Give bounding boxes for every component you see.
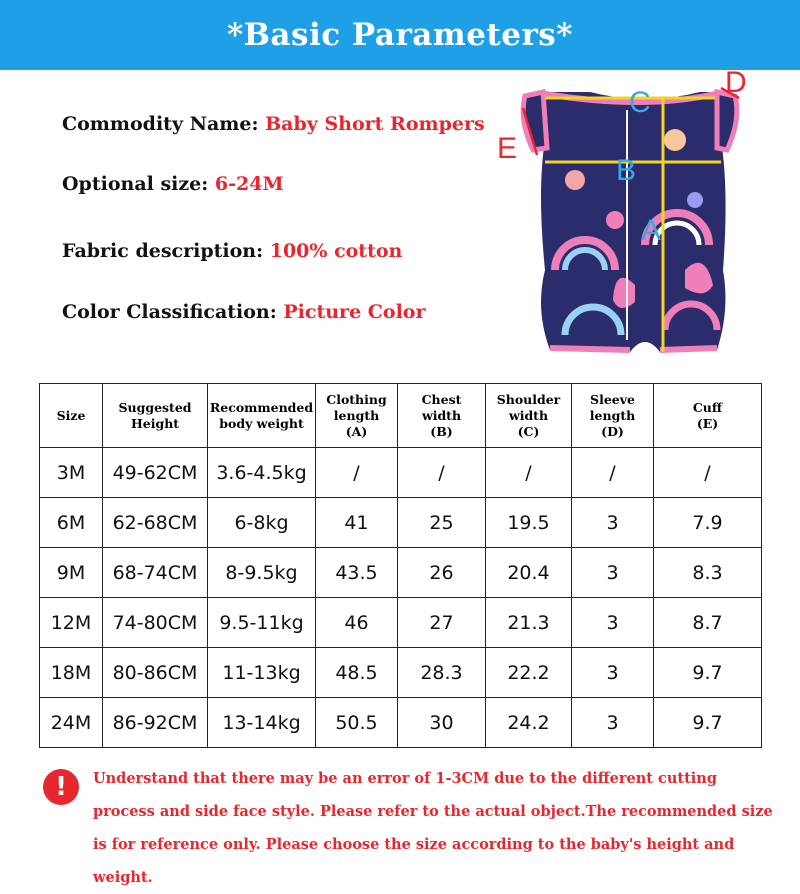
table-cell: 25 bbox=[398, 498, 486, 548]
table-cell: 80-86CM bbox=[103, 648, 208, 698]
table-cell: 8.7 bbox=[654, 598, 762, 648]
table-cell: 28.3 bbox=[398, 648, 486, 698]
label-a: A bbox=[641, 214, 662, 247]
table-cell: 9.5-11kg bbox=[208, 598, 316, 648]
table-cell: 21.3 bbox=[486, 598, 572, 648]
table-cell: / bbox=[572, 448, 654, 498]
table-cell: 3M bbox=[40, 448, 103, 498]
table-cell: 9.7 bbox=[654, 648, 762, 698]
page-title: *Basic Parameters* bbox=[227, 17, 573, 53]
column-header-line: length bbox=[589, 407, 636, 423]
table-cell: 26 bbox=[398, 548, 486, 598]
table-row bbox=[40, 698, 762, 748]
table-header-row bbox=[40, 384, 762, 448]
param-commodity-name bbox=[62, 113, 485, 135]
table-cell: 7.9 bbox=[654, 498, 762, 548]
column-header bbox=[40, 384, 103, 448]
param-label: Color Classification: bbox=[62, 301, 277, 323]
param-optional-size bbox=[62, 173, 283, 195]
table-cell: 13-14kg bbox=[208, 698, 316, 748]
column-header bbox=[654, 384, 762, 448]
table-cell: 3 bbox=[572, 598, 654, 648]
param-color bbox=[62, 301, 425, 323]
table-cell: 9.7 bbox=[654, 698, 762, 748]
column-header-line: length bbox=[333, 407, 380, 423]
table-cell: / bbox=[398, 448, 486, 498]
table-cell: 62-68CM bbox=[103, 498, 208, 548]
column-header bbox=[572, 384, 654, 448]
table-cell: 18M bbox=[40, 648, 103, 698]
title-banner bbox=[0, 0, 800, 70]
right-sleeve bbox=[717, 92, 737, 150]
print-dot bbox=[565, 170, 585, 190]
column-header-line: Sleeve bbox=[590, 391, 635, 407]
table-row bbox=[40, 498, 762, 548]
column-header bbox=[208, 384, 316, 448]
column-header-line: Shoulder bbox=[496, 391, 561, 407]
param-value: 6-24M bbox=[214, 173, 284, 195]
column-header-line: width bbox=[508, 407, 549, 423]
table-cell: 46 bbox=[316, 598, 398, 648]
table-cell: 12M bbox=[40, 598, 103, 648]
table-cell: 6-8kg bbox=[208, 498, 316, 548]
table-cell: 3 bbox=[572, 498, 654, 548]
table-cell: 3 bbox=[572, 698, 654, 748]
label-c: C bbox=[629, 86, 651, 119]
table-cell: / bbox=[486, 448, 572, 498]
table-cell: 86-92CM bbox=[103, 698, 208, 748]
column-header-line: body weight bbox=[219, 415, 304, 431]
table-cell: 9M bbox=[40, 548, 103, 598]
param-value: Picture Color bbox=[283, 301, 426, 323]
table-cell: 68-74CM bbox=[103, 548, 208, 598]
table-cell: 30 bbox=[398, 698, 486, 748]
table-cell: 20.4 bbox=[486, 548, 572, 598]
table-cell: 74-80CM bbox=[103, 598, 208, 648]
column-header-line: Suggested bbox=[118, 399, 192, 415]
table-cell: 8-9.5kg bbox=[208, 548, 316, 598]
table-cell: 6M bbox=[40, 498, 103, 548]
column-header-line: Cuff bbox=[692, 399, 723, 415]
table-row bbox=[40, 548, 762, 598]
table-cell: 11-13kg bbox=[208, 648, 316, 698]
column-header-line: (B) bbox=[430, 423, 453, 439]
table-cell: 24.2 bbox=[486, 698, 572, 748]
table-cell: 49-62CM bbox=[103, 448, 208, 498]
size-notice: Understand that there may be an error of 1-3CM due to the different cutting process and side face style. Please refer to the actual object.The recommended size is for reference only. Please choose the size according to the baby's height and weight. bbox=[93, 770, 773, 886]
column-header-line: width bbox=[421, 407, 462, 423]
exclamation-icon: ! bbox=[43, 769, 79, 805]
column-header-line: Height bbox=[130, 415, 180, 431]
table-cell: 48.5 bbox=[316, 648, 398, 698]
param-value: Baby Short Rompers bbox=[265, 113, 485, 135]
table-cell: 27 bbox=[398, 598, 486, 648]
romper-measurement-diagram bbox=[495, 66, 785, 370]
table-cell: 8.3 bbox=[654, 548, 762, 598]
print-dot bbox=[606, 211, 624, 229]
column-header-line: (C) bbox=[517, 423, 540, 439]
table-cell: 19.5 bbox=[486, 498, 572, 548]
table-cell: / bbox=[316, 448, 398, 498]
column-header-line: Size bbox=[56, 407, 86, 423]
column-header-line: (D) bbox=[601, 423, 624, 439]
column-header-line: Clothing bbox=[326, 391, 387, 407]
table-cell: 3 bbox=[572, 548, 654, 598]
size-table bbox=[39, 383, 762, 748]
table-cell: 41 bbox=[316, 498, 398, 548]
label-d: D bbox=[725, 66, 747, 99]
table-cell: 3.6-4.5kg bbox=[208, 448, 316, 498]
table-row bbox=[40, 648, 762, 698]
column-header bbox=[398, 384, 486, 448]
leg-trim bbox=[550, 348, 717, 350]
param-label: Commodity Name: bbox=[62, 113, 259, 135]
param-fabric bbox=[62, 240, 402, 262]
print-dot bbox=[664, 129, 686, 151]
column-header-line: Chest bbox=[421, 391, 462, 407]
label-b: B bbox=[616, 154, 637, 187]
print-dot bbox=[687, 192, 703, 208]
column-header-line: Recommended bbox=[209, 399, 314, 415]
param-label: Optional size: bbox=[62, 173, 209, 195]
table-cell: 3 bbox=[572, 648, 654, 698]
column-header bbox=[316, 384, 398, 448]
column-header bbox=[103, 384, 208, 448]
table-row bbox=[40, 598, 762, 648]
table-cell: 22.2 bbox=[486, 648, 572, 698]
table-row bbox=[40, 448, 762, 498]
column-header-line: (E) bbox=[696, 415, 719, 431]
table-cell: 43.5 bbox=[316, 548, 398, 598]
table-cell: 50.5 bbox=[316, 698, 398, 748]
table-cell: / bbox=[654, 448, 762, 498]
column-header bbox=[486, 384, 572, 448]
table-cell: 24M bbox=[40, 698, 103, 748]
param-value: 100% cotton bbox=[269, 240, 403, 262]
label-e: E bbox=[497, 132, 518, 165]
column-header-line: (A) bbox=[345, 423, 368, 439]
param-label: Fabric description: bbox=[62, 240, 264, 262]
